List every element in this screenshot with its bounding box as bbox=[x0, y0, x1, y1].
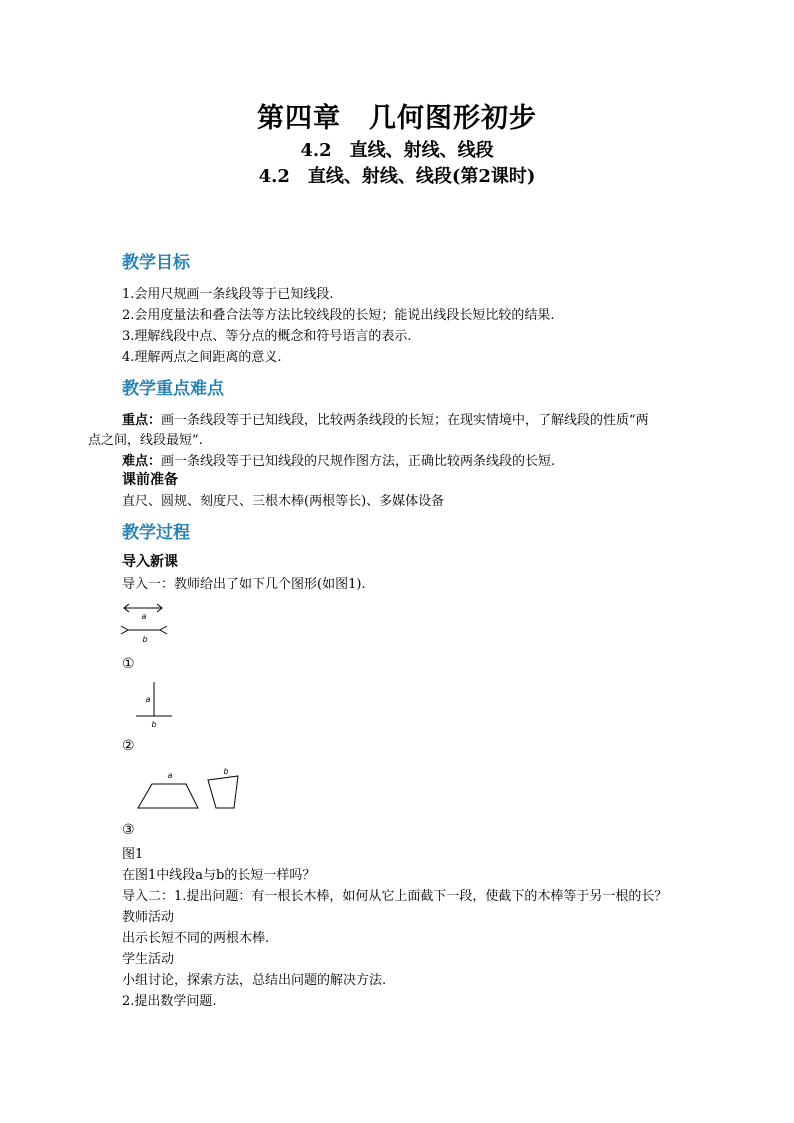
fig3-label-b: b bbox=[223, 767, 229, 776]
question-text: 在图1中线段a与b的长短一样吗？ bbox=[122, 868, 316, 883]
difficulty-text: 画一条线段等于已知线段的尺规作图方法，正确比较两条线段的长短. bbox=[161, 454, 556, 469]
teacher-activity-label: 教师活动 bbox=[122, 910, 175, 925]
intro-heading: 导入新课 bbox=[122, 554, 178, 570]
goal-item-1: 1.会用尺规画一条线段等于已知线段. bbox=[122, 287, 334, 302]
difficulty-line bbox=[122, 450, 555, 469]
chapter-title: 第四章 几何图形初步 bbox=[257, 103, 537, 134]
goals-heading: 教学目标 bbox=[122, 253, 190, 273]
keypoints-heading: 教学重点难点 bbox=[122, 379, 224, 399]
fig1-label-b: b bbox=[142, 635, 148, 644]
fig2-label-a: a bbox=[145, 695, 151, 704]
fig1-label-a: a bbox=[141, 612, 147, 621]
item-two-text: 2.提出数学问题. bbox=[122, 994, 217, 1009]
process-heading: 教学过程 bbox=[122, 523, 190, 543]
focus-text-continued: 点之间，线段最短”. bbox=[88, 433, 203, 448]
fig3-label-a: a bbox=[167, 771, 173, 780]
section-title: 4.2 直线、射线、线段 bbox=[300, 140, 494, 161]
figure-label-2: ② bbox=[122, 738, 135, 754]
fig2-label-b: b bbox=[151, 720, 157, 729]
figure-2-perpendicular-diagram bbox=[132, 680, 180, 732]
figure-label-3: ③ bbox=[122, 822, 135, 838]
goal-item-3: 3.理解线段中点、等分点的概念和符号语言的表示. bbox=[122, 329, 412, 344]
lesson-title: 4.2 直线、射线、线段(第2课时) bbox=[258, 166, 536, 187]
prep-text: 直尺、圆规、刻度尺、三根木棒(两根等长)、多媒体设备 bbox=[122, 494, 445, 509]
figure-label-1: ① bbox=[122, 656, 135, 672]
figure-caption: 图1 bbox=[122, 847, 144, 862]
goal-item-2: 2.会用度量法和叠合法等方法比较线段的长短；能说出线段长短比较的结果. bbox=[122, 308, 555, 323]
goal-item-4: 4.理解两点之间距离的意义. bbox=[122, 350, 282, 365]
student-activity-label: 学生活动 bbox=[122, 952, 175, 967]
focus-text: 画一条线段等于已知线段，比较两条线段的长短；在现实情境中，了解线段的性质“两 bbox=[161, 413, 649, 428]
focus-line bbox=[122, 409, 649, 428]
figure-3-shapes-diagram bbox=[130, 762, 250, 814]
difficulty-label: 难点： bbox=[122, 454, 162, 469]
figure-1-segments-diagram bbox=[118, 600, 178, 646]
student-activity-text: 小组讨论，探索方法，总结出问题的解决方法. bbox=[122, 973, 387, 988]
intro-two-text: 导入二：1.提出问题：有一根长木棒，如何从它上面截下一段，使截下的木棒等于另一根的长？ bbox=[122, 889, 668, 904]
intro-one-text: 导入一：教师给出了如下几个图形(如图1). bbox=[122, 577, 366, 592]
prep-heading: 课前准备 bbox=[122, 472, 178, 488]
focus-label: 重点： bbox=[122, 413, 162, 428]
teacher-activity-text: 出示长短不同的两根木棒. bbox=[122, 931, 270, 946]
